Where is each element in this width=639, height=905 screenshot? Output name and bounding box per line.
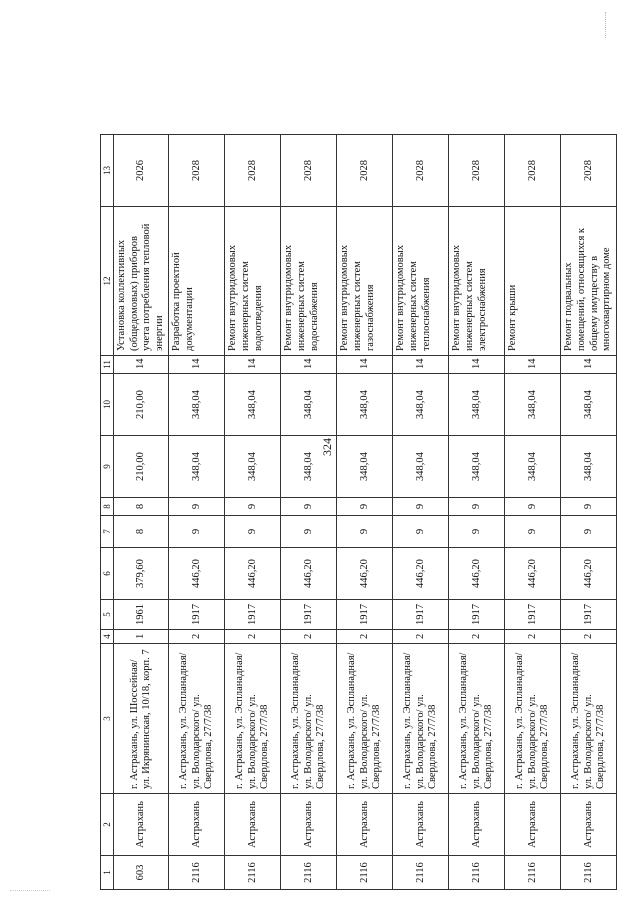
cell-col4: 2 — [169, 630, 225, 644]
cell-col9: 348,04 — [449, 436, 505, 498]
column-number: 4 — [101, 630, 114, 644]
cell-plan-year: 2028 — [281, 135, 337, 207]
cell-plan-year: 2028 — [561, 135, 617, 207]
cell-year: 1961 — [114, 600, 169, 630]
cell-plan-year: 2028 — [225, 135, 281, 207]
cell-col9: 348,04 — [393, 436, 449, 498]
cell-area: 446,20 — [505, 548, 561, 600]
column-number: 9 — [101, 436, 114, 498]
cell-col10: 348,04 — [505, 374, 561, 436]
cell-id: 2116 — [449, 856, 505, 890]
cell-col7: 9 — [505, 516, 561, 548]
repair-schedule-table — [100, 134, 617, 890]
cell-col11: 14 — [114, 356, 169, 374]
cell-col8: 8 — [114, 498, 169, 516]
cell-col7: 9 — [225, 516, 281, 548]
table-row — [449, 135, 505, 890]
cell-col7: 9 — [281, 516, 337, 548]
cell-id: 2116 — [169, 856, 225, 890]
cell-col10: 210,00 — [114, 374, 169, 436]
cell-col11: 14 — [505, 356, 561, 374]
cell-plan-year: 2028 — [393, 135, 449, 207]
cell-id: 603 — [114, 856, 169, 890]
table-row — [281, 135, 337, 890]
cell-work-type: Ремонт крыши — [505, 207, 561, 356]
cell-area: 446,20 — [169, 548, 225, 600]
cell-year: 1917 — [281, 600, 337, 630]
cell-col11: 14 — [281, 356, 337, 374]
cell-col7: 9 — [337, 516, 393, 548]
cell-col9: 348,04 — [337, 436, 393, 498]
column-number: 13 — [101, 135, 114, 207]
cell-plan-year: 2026 — [114, 135, 169, 207]
cell-col8: 9 — [561, 498, 617, 516]
column-number: 8 — [101, 498, 114, 516]
cell-address: г. Астрахань, ул. Эспланадная/ ул. Володарского/ ул. Свердлова, 27/7/38 — [337, 644, 393, 794]
table-row — [114, 135, 169, 890]
cell-year: 1917 — [169, 600, 225, 630]
cell-address: г. Астрахань, ул. Эспланадная/ ул. Володарского/ ул. Свердлова, 27/7/38 — [281, 644, 337, 794]
cell-col10: 348,04 — [561, 374, 617, 436]
cell-address: г. Астрахань, ул. Эспланадная/ ул. Володарского/ ул. Свердлова, 27/7/38 — [505, 644, 561, 794]
column-number: 12 — [101, 207, 114, 356]
cell-col9: 348,04 — [281, 436, 337, 498]
column-number: 3 — [101, 644, 114, 794]
cell-area: 446,20 — [337, 548, 393, 600]
margin-mark — [10, 890, 50, 892]
cell-work-type: Ремонт внутридомовых инженерных систем водоснабжения — [281, 207, 337, 356]
margin-mark — [605, 12, 612, 38]
cell-id: 2116 — [281, 856, 337, 890]
cell-work-type: Ремонт внутридомовых инженерных систем электроснабжения — [449, 207, 505, 356]
cell-address: г. Астрахань, ул. Эспланадная/ ул. Володарского/ ул. Свердлова, 27/7/38 — [169, 644, 225, 794]
cell-work-type: Установка коллективных (общедомовых) приборов учета потребления тепловой энергии — [114, 207, 169, 356]
cell-col10: 348,04 — [169, 374, 225, 436]
cell-address: г. Астрахань, ул. Шоссейная/ ул. Икрянинская, 10/18, корп. 7 — [114, 644, 169, 794]
cell-col11: 14 — [561, 356, 617, 374]
page-number: 324 — [320, 438, 334, 456]
cell-plan-year: 2028 — [169, 135, 225, 207]
cell-col8: 9 — [169, 498, 225, 516]
cell-col11: 14 — [337, 356, 393, 374]
cell-work-type: Ремонт подвальных помещений, относящихся к общему имуществу в многоквартирном доме — [561, 207, 617, 356]
cell-col9: 348,04 — [225, 436, 281, 498]
cell-col7: 9 — [169, 516, 225, 548]
cell-col4: 2 — [561, 630, 617, 644]
rotated-table-container — [100, 135, 630, 890]
table-row — [169, 135, 225, 890]
cell-area: 446,20 — [449, 548, 505, 600]
cell-col10: 348,04 — [449, 374, 505, 436]
cell-work-type: Ремонт внутридомовых инженерных систем газоснабжения — [337, 207, 393, 356]
cell-year: 1917 — [505, 600, 561, 630]
cell-area: 379,60 — [114, 548, 169, 600]
cell-col9: 348,04 — [505, 436, 561, 498]
table-row — [393, 135, 449, 890]
cell-address: г. Астрахань, ул. Эспланадная/ ул. Володарского/ ул. Свердлова, 27/7/38 — [225, 644, 281, 794]
cell-city: Астрахань — [281, 794, 337, 856]
cell-col4: 2 — [281, 630, 337, 644]
cell-col11: 14 — [449, 356, 505, 374]
cell-plan-year: 2028 — [449, 135, 505, 207]
cell-col8: 9 — [449, 498, 505, 516]
cell-id: 2116 — [337, 856, 393, 890]
cell-city: Астрахань — [114, 794, 169, 856]
cell-year: 1917 — [393, 600, 449, 630]
cell-col11: 14 — [225, 356, 281, 374]
column-number: 6 — [101, 548, 114, 600]
cell-address: г. Астрахань, ул. Эспланадная/ ул. Володарского/ ул. Свердлова, 27/7/38 — [561, 644, 617, 794]
cell-col9: 348,04 — [169, 436, 225, 498]
cell-address: г. Астрахань, ул. Эспланадная/ ул. Володарского/ ул. Свердлова, 27/7/38 — [449, 644, 505, 794]
column-number: 7 — [101, 516, 114, 548]
cell-year: 1917 — [337, 600, 393, 630]
cell-col7: 9 — [449, 516, 505, 548]
column-number-row — [101, 135, 114, 890]
cell-col8: 9 — [225, 498, 281, 516]
cell-col7: 8 — [114, 516, 169, 548]
cell-col8: 9 — [393, 498, 449, 516]
table-row — [225, 135, 281, 890]
cell-address: г. Астрахань, ул. Эспланадная/ ул. Володарского/ ул. Свердлова, 27/7/38 — [393, 644, 449, 794]
cell-city: Астрахань — [337, 794, 393, 856]
cell-col8: 9 — [337, 498, 393, 516]
table-row — [561, 135, 617, 890]
column-number: 10 — [101, 374, 114, 436]
cell-work-type: Ремонт внутридомовых инженерных систем теплоснабжения — [393, 207, 449, 356]
column-number: 2 — [101, 794, 114, 856]
cell-area: 446,20 — [225, 548, 281, 600]
cell-city: Астрахань — [505, 794, 561, 856]
cell-plan-year: 2028 — [337, 135, 393, 207]
cell-area: 446,20 — [393, 548, 449, 600]
cell-year: 1917 — [225, 600, 281, 630]
cell-city: Астрахань — [561, 794, 617, 856]
cell-id: 2116 — [561, 856, 617, 890]
cell-col4: 2 — [337, 630, 393, 644]
cell-col9: 348,04 — [561, 436, 617, 498]
cell-id: 2116 — [393, 856, 449, 890]
cell-col8: 9 — [505, 498, 561, 516]
cell-col9: 210,00 — [114, 436, 169, 498]
cell-col7: 9 — [393, 516, 449, 548]
cell-col4: 2 — [225, 630, 281, 644]
column-number: 1 — [101, 856, 114, 890]
cell-col10: 348,04 — [281, 374, 337, 436]
column-number: 11 — [101, 356, 114, 374]
cell-city: Астрахань — [225, 794, 281, 856]
cell-col11: 14 — [169, 356, 225, 374]
cell-id: 2116 — [225, 856, 281, 890]
table-row — [505, 135, 561, 890]
cell-plan-year: 2028 — [505, 135, 561, 207]
table-row — [337, 135, 393, 890]
cell-col10: 348,04 — [337, 374, 393, 436]
cell-col8: 9 — [281, 498, 337, 516]
cell-year: 1917 — [449, 600, 505, 630]
cell-work-type: Разработка проектной документации — [169, 207, 225, 356]
cell-area: 446,20 — [281, 548, 337, 600]
cell-col11: 14 — [393, 356, 449, 374]
cell-area: 446,20 — [561, 548, 617, 600]
cell-col7: 9 — [561, 516, 617, 548]
cell-col4: 2 — [393, 630, 449, 644]
cell-col10: 348,04 — [225, 374, 281, 436]
cell-col4: 1 — [114, 630, 169, 644]
cell-city: Астрахань — [169, 794, 225, 856]
cell-work-type: Ремонт внутридомовых инженерных систем водоотведения — [225, 207, 281, 356]
cell-city: Астрахань — [393, 794, 449, 856]
cell-id: 2116 — [505, 856, 561, 890]
cell-city: Астрахань — [449, 794, 505, 856]
column-number: 5 — [101, 600, 114, 630]
cell-col4: 2 — [505, 630, 561, 644]
cell-year: 1917 — [561, 600, 617, 630]
cell-col10: 348,04 — [393, 374, 449, 436]
cell-col4: 2 — [449, 630, 505, 644]
